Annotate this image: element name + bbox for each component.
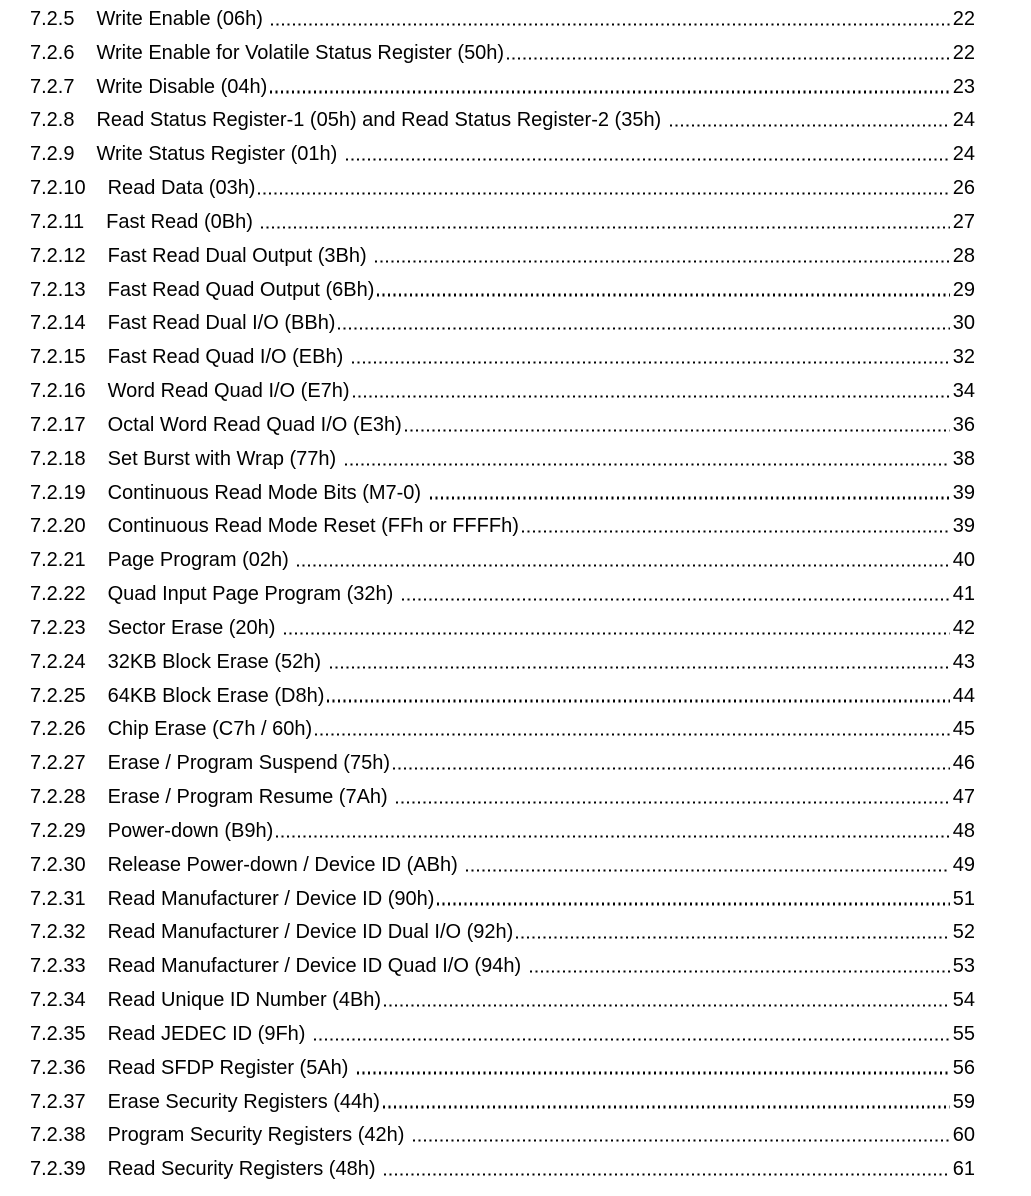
toc-entry-title: Word Read Quad I/O (E7h)	[107, 380, 350, 403]
toc-entry-title: Read Manufacturer / Device ID Quad I/O (94h)	[107, 955, 527, 978]
toc-entry[interactable]	[30, 3, 975, 37]
toc-entry[interactable]	[30, 1119, 975, 1153]
dot-leader	[375, 260, 950, 262]
toc-entry[interactable]	[30, 341, 975, 375]
toc-entry-page: 47	[952, 786, 975, 809]
toc-entry-number: 7.2.16	[30, 380, 86, 403]
toc-entry-title: Read Data (03h)	[107, 177, 256, 200]
toc-entry[interactable]	[30, 984, 975, 1018]
toc-entry-number: 7.2.9	[30, 143, 75, 166]
toc-entry-page: 39	[952, 515, 975, 538]
toc-entry-title: Set Burst with Wrap (77h)	[107, 447, 342, 470]
toc-entry-page: 41	[952, 583, 975, 606]
dot-leader	[315, 734, 950, 736]
toc-entry-number: 7.2.24	[30, 650, 86, 673]
toc-entry-number: 7.2.39	[30, 1158, 86, 1181]
toc-entry-title: Write Enable (06h)	[96, 8, 269, 30]
toc-entry-title: Sector Erase (20h)	[107, 616, 282, 639]
toc-entry-number: 7.2.27	[30, 752, 86, 775]
toc-entry-title: Write Enable for Volatile Status Register (50h)	[96, 41, 505, 64]
toc-entry-title: Erase Security Registers (44h)	[107, 1090, 380, 1113]
dot-leader	[297, 565, 950, 567]
dot-leader	[383, 1106, 950, 1108]
toc-entry[interactable]	[30, 578, 975, 612]
toc-entry-title: Read Manufacturer / Device ID (90h)	[107, 887, 435, 910]
toc-entry-title: Power-down (B9h)	[107, 819, 274, 842]
toc-entry-title: Continuous Read Mode Reset (FFh or FFFFh)	[107, 515, 519, 538]
dot-leader	[353, 395, 950, 397]
toc-entry-title: Write Disable (04h)	[96, 75, 268, 98]
toc-entry-number: 7.2.32	[30, 921, 86, 944]
dot-leader	[530, 971, 950, 973]
toc-entry-title: Octal Word Read Quad I/O (E3h)	[107, 413, 402, 436]
toc-entry[interactable]	[30, 172, 975, 206]
dot-leader	[276, 835, 950, 837]
dot-leader	[516, 937, 950, 939]
toc-entry[interactable]	[30, 646, 975, 680]
toc-entry[interactable]	[30, 138, 975, 172]
toc-entry-number: 7.2.6	[30, 41, 75, 64]
toc-entry[interactable]	[30, 1153, 975, 1187]
toc-entry-number: 7.2.37	[30, 1090, 86, 1113]
toc-entry-number: 7.2.22	[30, 583, 86, 606]
dot-leader	[507, 57, 950, 59]
dot-leader	[413, 1140, 950, 1142]
toc-list	[30, 3, 975, 1187]
toc-entry-number: 7.2.26	[30, 718, 86, 741]
toc-entry-title: Quad Input Page Program (32h)	[107, 583, 399, 606]
toc-entry-number: 7.2.15	[30, 346, 86, 369]
dot-leader	[384, 1173, 950, 1175]
toc-entry[interactable]	[30, 71, 975, 105]
toc-entry-number: 7.2.11	[30, 210, 85, 233]
toc-entry-page: 54	[952, 989, 975, 1012]
toc-entry-title: 64KB Block Erase (D8h)	[107, 684, 325, 707]
toc-entry[interactable]	[30, 104, 975, 138]
toc-entry-title: Chip Erase (C7h / 60h)	[107, 718, 313, 741]
toc-entry-number: 7.2.20	[30, 515, 86, 538]
toc-entry[interactable]	[30, 544, 975, 578]
toc-entry-title: Fast Read Quad I/O (EBh)	[107, 346, 349, 369]
dot-leader	[396, 801, 950, 803]
toc-entry-title: Fast Read Quad Output (6Bh)	[107, 278, 375, 301]
toc-entry[interactable]	[30, 409, 975, 443]
toc-entry-number: 7.2.29	[30, 819, 86, 842]
toc-entry-number: 7.2.14	[30, 312, 86, 335]
dot-leader	[352, 362, 950, 364]
toc-entry-page: 49	[952, 853, 975, 876]
toc-entry-title: Program Security Registers (42h)	[107, 1124, 410, 1147]
toc-entry-page: 24	[952, 143, 975, 166]
toc-entry-page: 43	[952, 650, 975, 673]
toc-entry[interactable]	[30, 37, 975, 71]
toc-entry-page: 32	[952, 346, 975, 369]
toc-entry-page: 52	[952, 921, 975, 944]
toc-entry-page: 48	[952, 819, 975, 842]
toc-entry-page: 44	[952, 684, 975, 707]
toc-entry-title: Read JEDEC ID (9Fh)	[107, 1022, 311, 1045]
toc-entry-number: 7.2.12	[30, 244, 86, 267]
toc-entry-page: 60	[952, 1124, 975, 1147]
toc-entry-page: 55	[952, 1022, 975, 1045]
toc-entry[interactable]	[30, 612, 975, 646]
toc-entry-number: 7.2.10	[30, 177, 86, 200]
toc-entry-page: 39	[952, 481, 975, 504]
toc-entry-number: 7.2.33	[30, 955, 86, 978]
toc-entry-title: Fast Read Dual Output (3Bh)	[107, 244, 373, 267]
toc-entry[interactable]	[30, 443, 975, 477]
dot-leader	[357, 1072, 950, 1074]
toc-entry[interactable]	[30, 1086, 975, 1120]
toc-entry-title: Read Status Register-1 (05h) and Read Status Register-2 (35h)	[96, 109, 667, 132]
toc-entry-page: 59	[952, 1090, 975, 1113]
dot-leader	[314, 1038, 950, 1040]
toc-entry-number: 7.2.36	[30, 1056, 86, 1079]
toc-entry-title: Fast Read Dual I/O (BBh)	[107, 312, 336, 335]
toc-entry-number: 7.2.7	[30, 75, 75, 98]
dot-leader	[330, 666, 950, 668]
toc-entry-number: 7.2.30	[30, 853, 86, 876]
toc-entry-page: 51	[952, 887, 975, 910]
toc-entry[interactable]	[30, 916, 975, 950]
toc-entry[interactable]	[30, 713, 975, 747]
toc-entry-number: 7.2.23	[30, 616, 86, 639]
toc-entry-number: 7.2.31	[30, 887, 86, 910]
dot-leader	[384, 1004, 950, 1006]
toc-entry[interactable]	[30, 1052, 975, 1086]
toc-entry-number: 7.2.18	[30, 447, 86, 470]
toc-entry-number: 7.2.28	[30, 786, 86, 809]
toc-entry[interactable]	[30, 781, 975, 815]
dot-leader	[258, 192, 950, 194]
dot-leader	[430, 497, 950, 499]
toc-entry[interactable]	[30, 747, 975, 781]
toc-entry-page: 36	[952, 413, 975, 436]
toc-entry-page: 53	[952, 955, 975, 978]
toc-entry-number: 7.2.21	[30, 549, 86, 572]
toc-entry-title: Write Status Register (01h)	[96, 143, 343, 166]
toc-entry-title: 32KB Block Erase (52h)	[107, 650, 327, 673]
dot-leader	[377, 294, 950, 296]
toc-entry[interactable]	[30, 883, 975, 917]
toc-entry-number: 7.2.19	[30, 481, 86, 504]
toc-entry-title: Page Program (02h)	[107, 549, 295, 572]
toc-entry-title: Read Security Registers (48h)	[107, 1158, 382, 1181]
toc-entry-page: 45	[952, 718, 975, 741]
toc-entry-page: 22	[952, 41, 975, 64]
dot-leader	[327, 700, 950, 702]
toc-entry-page: 56	[952, 1056, 975, 1079]
toc-entry-page: 38	[952, 447, 975, 470]
toc-entry-page: 29	[952, 278, 975, 301]
toc-entry[interactable]	[30, 477, 975, 511]
dot-leader	[345, 463, 950, 465]
toc-entry[interactable]	[30, 375, 975, 409]
toc-entry-number: 7.2.8	[30, 109, 75, 132]
dot-leader	[284, 632, 950, 634]
toc-entry-title: Continuous Read Mode Bits (M7-0)	[107, 481, 427, 504]
toc-entry-page: 22	[952, 8, 975, 30]
toc-entry[interactable]	[30, 240, 975, 274]
toc-entry-page: 46	[952, 752, 975, 775]
toc-entry[interactable]	[30, 815, 975, 849]
dot-leader	[346, 159, 950, 161]
toc-entry-page: 30	[952, 312, 975, 335]
dot-leader	[670, 125, 950, 127]
toc-entry-title: Read SFDP Register (5Ah)	[107, 1056, 355, 1079]
toc-entry-title: Erase / Program Suspend (75h)	[107, 752, 390, 775]
toc-entry-page: 40	[952, 549, 975, 572]
toc-entry-page: 34	[952, 380, 975, 403]
toc-entry[interactable]	[30, 206, 975, 240]
toc-entry-title: Fast Read (0Bh)	[106, 210, 259, 233]
toc-entry[interactable]	[30, 950, 975, 984]
toc-entry-page: 42	[952, 616, 975, 639]
toc-entry-number: 7.2.35	[30, 1022, 86, 1045]
toc-entry-page: 27	[952, 210, 975, 233]
toc-entry-title: Read Manufacturer / Device ID Dual I/O (92h)	[107, 921, 514, 944]
dot-leader	[270, 91, 950, 93]
toc-entry-number: 7.2.5	[30, 8, 75, 30]
toc-entry[interactable]	[30, 849, 975, 883]
toc-entry[interactable]	[30, 274, 975, 308]
toc-entry-title: Erase / Program Resume (7Ah)	[107, 786, 394, 809]
dot-leader	[437, 903, 950, 905]
toc-entry-page: 23	[952, 75, 975, 98]
toc-entry[interactable]	[30, 307, 975, 341]
toc-entry-number: 7.2.25	[30, 684, 86, 707]
toc-entry[interactable]	[30, 1018, 975, 1052]
toc-entry-page: 61	[952, 1158, 975, 1181]
dot-leader	[522, 531, 950, 533]
dot-leader	[271, 23, 950, 25]
toc-entry-title: Release Power-down / Device ID (ABh)	[107, 853, 464, 876]
toc-entry-page: 24	[952, 109, 975, 132]
dot-leader	[338, 328, 950, 330]
toc-entry-number: 7.2.17	[30, 413, 86, 436]
toc-entry[interactable]	[30, 680, 975, 714]
toc-entry-page: 26	[952, 177, 975, 200]
dot-leader	[466, 869, 950, 871]
toc-entry-number: 7.2.38	[30, 1124, 86, 1147]
dot-leader	[393, 768, 950, 770]
dot-leader	[402, 598, 950, 600]
dot-leader	[261, 226, 950, 228]
toc-entry-page: 28	[952, 244, 975, 267]
toc-entry[interactable]	[30, 510, 975, 544]
toc-entry-number: 7.2.34	[30, 989, 86, 1012]
toc-entry-title: Read Unique ID Number (4Bh)	[107, 989, 382, 1012]
dot-leader	[405, 429, 950, 431]
toc-entry-number: 7.2.13	[30, 278, 86, 301]
